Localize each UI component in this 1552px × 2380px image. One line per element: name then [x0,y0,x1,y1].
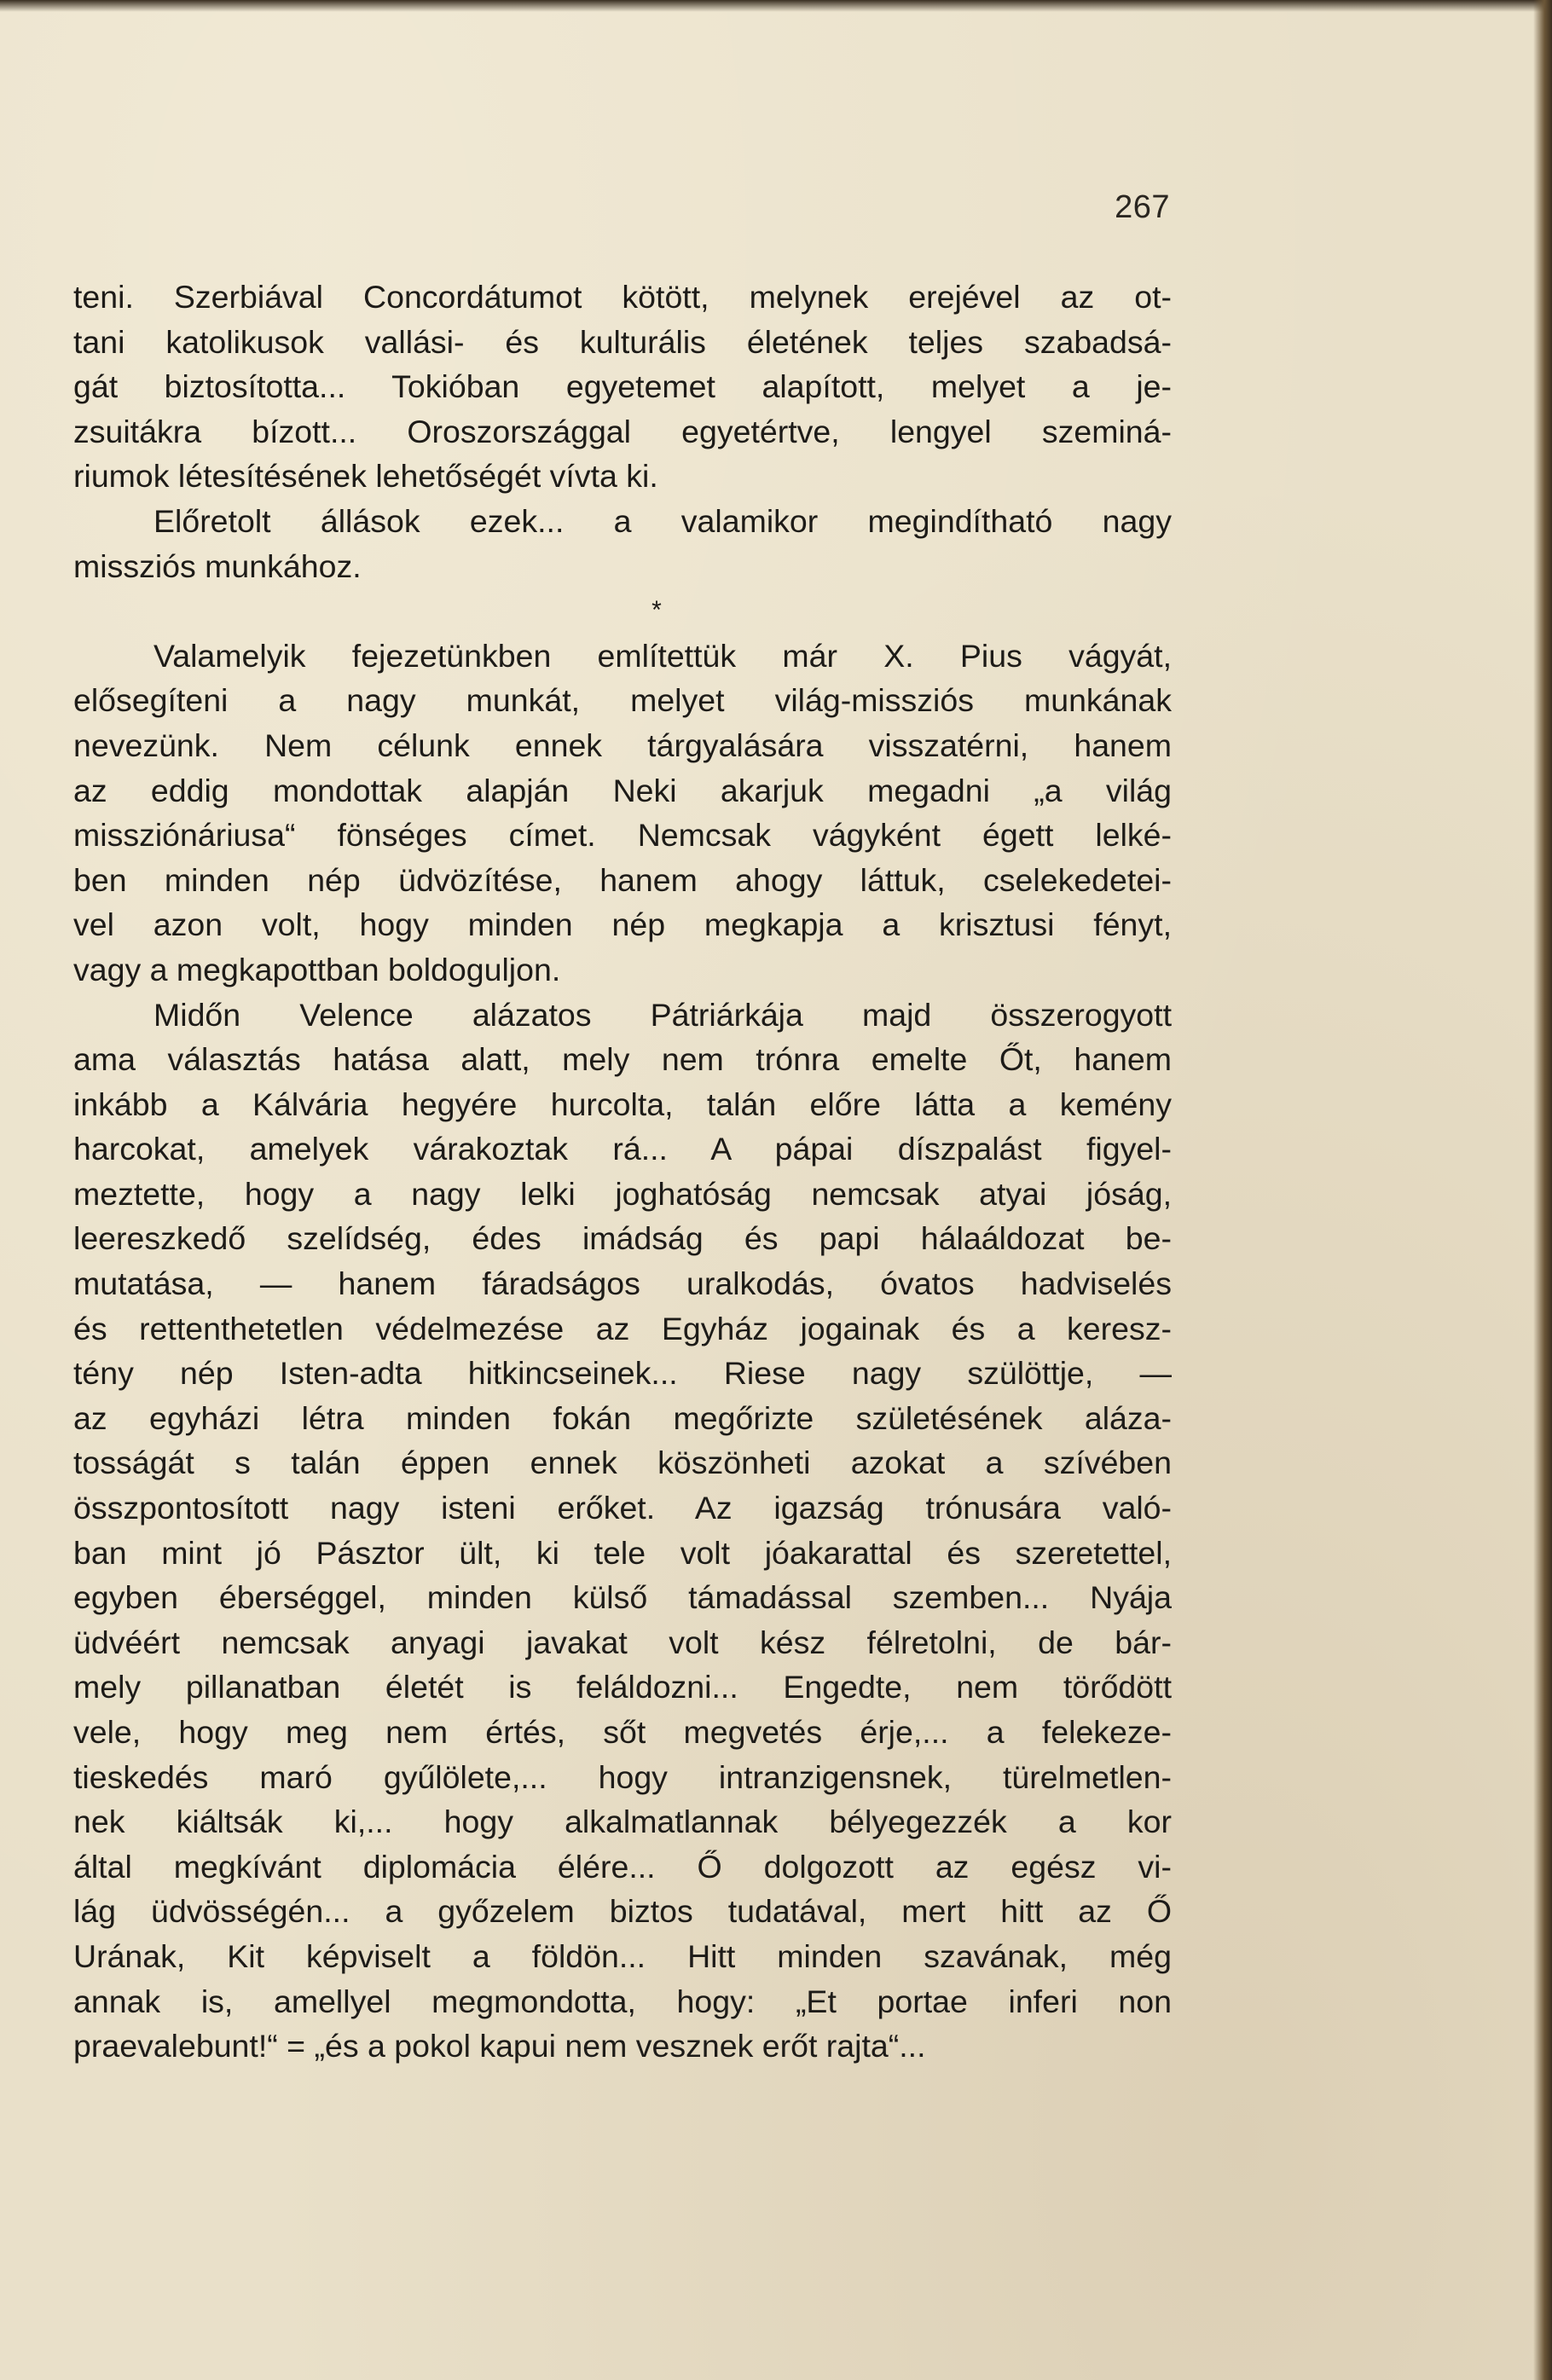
text-line: elősegíteni a nagy munkát, melyet világ-missziós munkának [73,682,1172,719]
text-line: Midőn Velence alázatos Pátriárkája majd összerogyott [153,996,1172,1033]
text-line: az egyházi létra minden fokán megőrizte születésének aláza- [73,1399,1172,1436]
text-line: tosságát s talán éppen ennek köszönheti azokat a szívében [73,1445,1172,1481]
body-text [73,275,1172,2069]
text-line: összpontosított nagy isteni erőket. Az igazság trónusára való- [73,1490,1172,1526]
text-line: üdvéért nemcsak anyagi javakat volt kész félretolni, de bár- [73,1624,1172,1660]
text-line: ama választás hatása alatt, mely nem trónra emelte Őt, hanem [73,1041,1172,1078]
text-line: az eddig mondottak alapján Neki akarjuk megadni „a világ [73,772,1172,808]
text-line: leereszkedő szelídség, édes imádság és papi hálaáldozat be- [73,1220,1172,1257]
top-shadow [0,0,1552,12]
text-line: Valamelyik fejezetünkben említettük már X. Pius vágyát, [153,637,1172,674]
text-line: meztette, hogy a nagy lelki joghatóság nemcsak atyai jóság, [73,1175,1172,1212]
page-number: 267 [1115,189,1170,225]
text-line: nevezünk. Nem célunk ennek tárgyalására visszatérni, hanem [73,727,1172,763]
text-line: által megkívánt diplomácia élére... Ő dolgozott az egész vi- [73,1848,1172,1885]
text-line: missziós munkához. [73,547,362,584]
text-line: Előretolt állások ezek... a valamikor megindítható nagy [153,502,1172,539]
text-line: vagy a megkapottban boldoguljon. [73,951,561,987]
text-line: riumok létesítésének lehetőségét vívta ki. [73,458,658,495]
text-line: Urának, Kit képviselt a földön... Hitt minden szavának, még [73,1937,1172,1974]
section-separator-asterisk: * [651,596,662,625]
text-line: inkább a Kálvária hegyére hurcolta, talán előre látta a kemény [73,1086,1172,1122]
text-line: és rettenthetetlen védelmezése az Egyház jogainak és a keresz- [73,1310,1172,1346]
text-line: lág üdvösségén... a győzelem biztos tudatával, mert hitt az Ő [73,1893,1172,1930]
text-line: vel azon volt, hogy minden nép megkapja a krisztusi fényt, [73,906,1172,943]
text-line: tény nép Isten-adta hitkincseinek... Riese nagy szülöttje, — [73,1355,1172,1392]
text-line: gát biztosította... Tokióban egyetemet alapított, melyet a je- [73,368,1172,405]
text-line: nek kiáltsák ki,... hogy alkalmatlannak bélyegezzék a kor [73,1804,1172,1840]
text-line: tieskedés maró gyűlölete,... hogy intranzigensnek, türelmetlen- [73,1758,1172,1795]
text-line: tani katolikusok vallási- és kulturális életének teljes szabadsá- [73,323,1172,360]
text-line: egyben éberséggel, minden külső támadással szemben... Nyája [73,1579,1172,1616]
text-line: ban mint jó Pásztor ült, ki tele volt jóakarattal és szeretettel, [73,1534,1172,1571]
text-line: zsuitákra bízott... Oroszországgal egyetértve, lengyel szeminá- [73,413,1172,449]
text-line: missziónáriusa“ fönséges címet. Nemcsak vágyként égett lelké- [73,817,1172,854]
text-line: annak is, amellyel megmondotta, hogy: „Et portae inferi non [73,1983,1172,2019]
text-line: mely pillanatban életét is feláldozni... Engedte, nem törődött [73,1669,1172,1705]
text-line: mutatása, — hanem fáradságos uralkodás, óvatos hadviselés [73,1265,1172,1302]
text-line: praevalebunt!“ = „és a pokol kapui nem vesznek erőt rajta“... [73,2028,926,2064]
text-line: teni. Szerbiával Concordátumot kötött, melynek erejével az ot- [73,279,1172,315]
page-edge [1533,0,1552,2380]
text-line: ben minden nép üdvözítése, hanem ahogy láttuk, cselekedetei- [73,861,1172,898]
text-line: harcokat, amelyek várakoztak rá... A pápai díszpalást figyel- [73,1131,1172,1167]
text-line: vele, hogy meg nem értés, sőt megvetés érje,... a felekeze- [73,1714,1172,1750]
